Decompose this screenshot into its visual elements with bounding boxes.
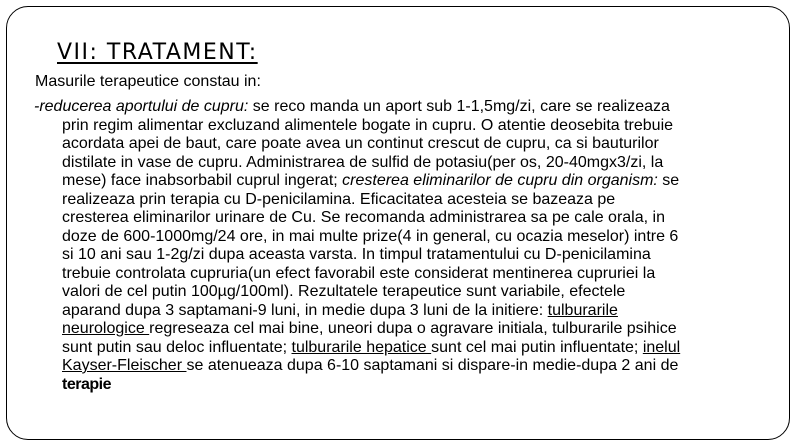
paragraph-line [62, 154, 746, 173]
emphasis-text: -reducerea aportului de cupru: [34, 98, 249, 115]
underlined-text: neurologice [62, 320, 150, 337]
paragraph-line [62, 265, 746, 284]
text-segment: valori de cel putin 100µg/100ml). Rezultatele terapeutice sunt variabile, efectele [62, 283, 626, 300]
paragraph-line [62, 135, 746, 154]
paragraph-line [62, 302, 746, 321]
text-segment: se [657, 172, 680, 189]
text-segment: mese) face inabsorbabil cuprul ingerat; [62, 172, 343, 189]
bold-text: terapie [62, 375, 111, 393]
paragraph-line [62, 357, 746, 376]
text-segment: sunt putin sau deloc influentate; [62, 338, 292, 356]
paragraph-line [62, 209, 746, 228]
paragraph-line [62, 320, 746, 339]
paragraph-line [62, 228, 746, 247]
treatment-paragraph [34, 98, 746, 394]
paragraph-line [62, 191, 746, 210]
text-segment: trebuie controlata cupruria(un efect favorabil este considerat mentinerea cupruriei la [62, 264, 656, 282]
paragraph-line [62, 246, 746, 265]
paragraph-line [62, 117, 746, 136]
text-segment: aparand dupa 3 saptamani-9 luni, in medie dupa 3 luni de la initiere: [62, 301, 548, 319]
text-segment: regreseaza cel mai bine, uneori dupa o agravare initiala, tulburarile psihice [149, 320, 677, 337]
underlined-text: inelul [642, 338, 681, 356]
text-segment: si 10 ani sau 1-2g/zi dupa aceasta varsta. In timpul tratamentului cu D-penicilamina [62, 246, 651, 263]
underlined-text: tulburarile hepatice [291, 338, 432, 356]
text-segment: doze de 600-1000mg/24 ore, in mai multe prize(4 in general, cu ocazia meselor) intre 6 [62, 227, 679, 245]
text-segment: acordata apei de baut, care poate avea un continut crescut de cupru, ca si bauturilor [62, 135, 659, 152]
paragraph-line [62, 172, 746, 191]
text-segment: realizeaza prin terapia cu D-penicilamina. Eficacitatea acesteia se bazeaza pe [62, 190, 616, 208]
paragraph-line [62, 376, 746, 395]
underlined-text: Kayser-Fleischer [62, 357, 187, 374]
paragraph-line [62, 339, 746, 358]
section-title: VII: TRATAMENT: [57, 40, 258, 65]
paragraph-line [62, 283, 746, 302]
underlined-text: tulburarile [547, 301, 618, 319]
intro-text: Masurile terapeutice constau in: [35, 73, 261, 90]
paragraph-line [34, 98, 746, 117]
text-segment: prin regim alimentar excluzand alimentele bogate in cupru. O atentie deosebita trebuie [62, 116, 674, 134]
text-segment: sunt cel mai putin influentate; [431, 338, 643, 356]
text-segment: cresterea eliminarilor urinare de Cu. Se recomanda administrarea sa pe cale orala, in [62, 209, 665, 226]
text-segment: distilate in vase de cupru. Administrarea de sulfid de potasiu(per os, 20-40mgx3/zi, la [62, 153, 664, 171]
emphasis-text: cresterea eliminarilor de cupru din organism: [342, 172, 658, 189]
text-segment: se atenueaza dupa 6-10 saptamani si dispare-in medie-dupa 2 ani de [186, 357, 679, 374]
text-segment: se reco manda un aport sub 1-1,5mg/zi, care se realizeaza [248, 98, 670, 115]
